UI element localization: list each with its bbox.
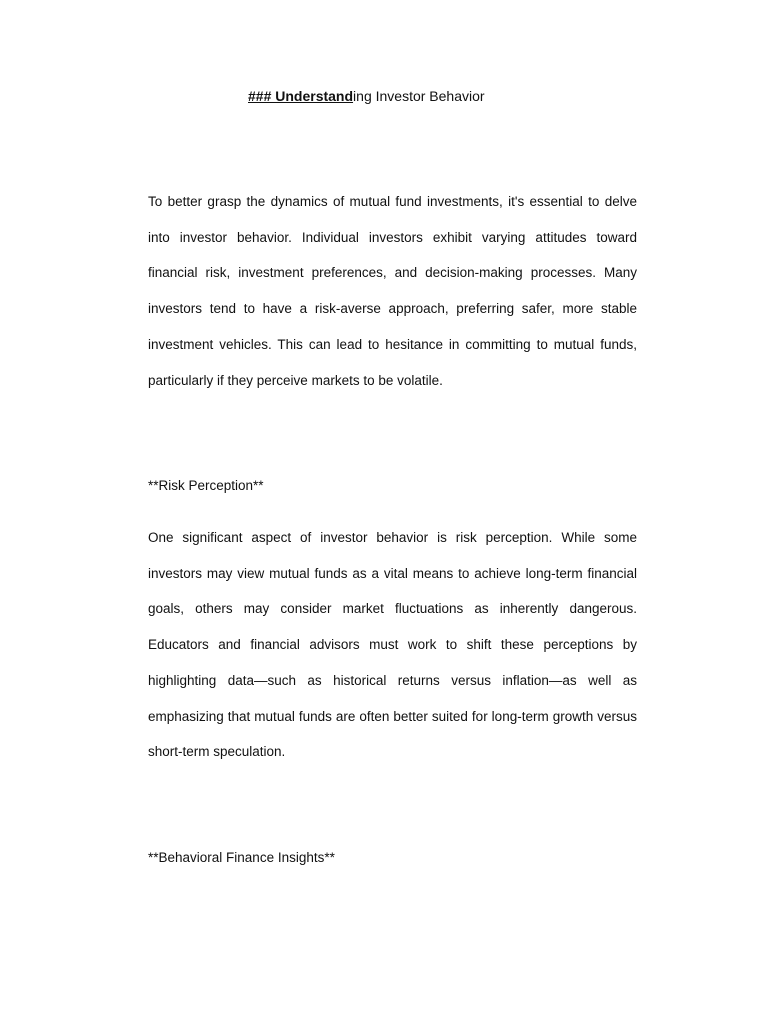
heading-risk-perception: **Risk Perception** (148, 478, 264, 493)
paragraph-risk-perception: One significant aspect of investor behavior is risk perception. While some investors may view mutual funds as a vital means to achieve long-term financial goals, others may consider market fluctuations as inherently dangerous. Educators and financial advisors must work to shift these perceptions by highlighting data—such as historical returns versus inflation—as well as emphasizing that mutual funds are often better suited for long-term growth versus short-term speculation. (148, 530, 637, 760)
document-title-rest: ing Investor Behavior (353, 88, 485, 104)
heading-behavioral-finance-insights: **Behavioral Finance Insights** (148, 850, 335, 865)
document-title (248, 86, 485, 106)
paragraph-investor-behavior: To better grasp the dynamics of mutual fund investments, it's essential to delve into investor behavior. Individual investors exhibit varying attitudes toward financial risk, investment preferences, and decision-making processes. Many investors tend to have a risk-averse approach, preferring safer, more stable investment vehicles. This can lead to hesitance in committing to mutual funds, particularly if they perceive markets to be volatile. (148, 194, 637, 388)
document-title-underlined: ### Understand (248, 88, 354, 104)
